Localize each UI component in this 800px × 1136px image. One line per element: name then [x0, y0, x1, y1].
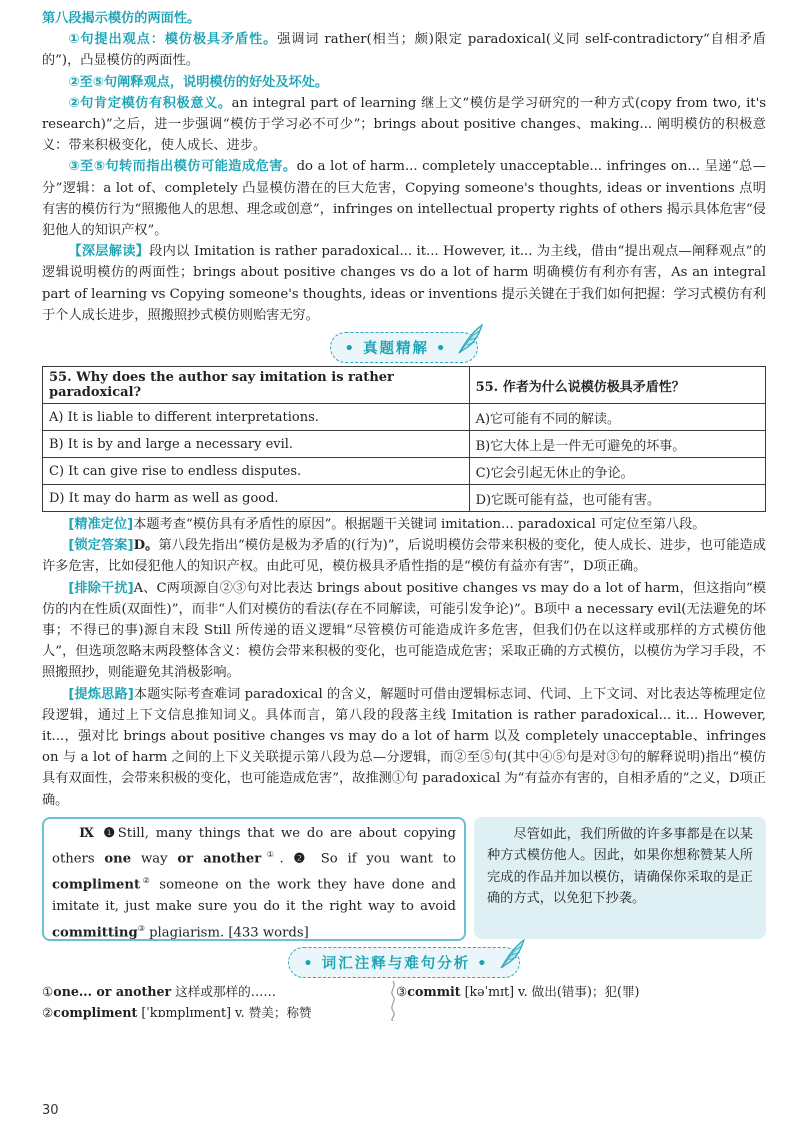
banner-real-question: [42, 332, 766, 362]
sentence-number: Ⅸ: [79, 825, 97, 841]
option-a-en: A) It is liable to different interpretations.: [43, 404, 470, 431]
option-row-c: [43, 458, 766, 485]
analysis-refine: [42, 684, 766, 811]
banner-vocab: [42, 947, 766, 977]
sentence-1-text-a: Still, many things that we do are about copying others: [52, 825, 456, 867]
analysis-locate-text: 本题考查“模仿具有矛盾性的原因”。根据题干关键词 imitation... paradoxical 可定位至第八段。: [133, 517, 706, 533]
vocab-item: [42, 1002, 312, 1023]
analysis-answer-label: [锁定答案]: [68, 538, 134, 554]
vocab-column-right: [396, 981, 639, 1002]
note-ref-2: ②: [140, 876, 153, 886]
sentence-2-text-c: plagiarism.: [144, 925, 225, 941]
sentence-2-marker: ❷: [293, 851, 311, 867]
vocab-word: compliment: [53, 1004, 138, 1020]
option-b-zh: B)它大体上是一件无可避免的坏事。: [469, 431, 765, 458]
vocab-num: ③: [396, 983, 408, 999]
para-3-text: an integral part of learning 继上文“模仿是学习研究的一种方式(copy from two, it's research)”之后，进一步强调“模仿于学习必不可少”；brings about positive changes、making... 阐明模仿的积极意义：带来积极变化，使人成长、进步。: [42, 95, 766, 154]
vocab-def: 这样或那样的……: [171, 983, 276, 999]
sentence-english-box: [42, 817, 466, 941]
vocab-word: one... or another: [53, 983, 172, 999]
option-b-en: B) It is by and large a necessary evil.: [43, 431, 470, 458]
para-3-label: ②句肯定模仿有积极意义。: [68, 95, 232, 111]
question-zh: 55. 作者为什么说模仿极具矛盾性？: [469, 367, 765, 404]
banner-vocab-label: • 词汇注释与难句分析 •: [303, 955, 489, 972]
vocab-notes: [42, 981, 766, 1027]
vocab-item: [396, 981, 639, 1002]
vocab-word: commit: [407, 983, 461, 999]
para-1: [42, 29, 766, 71]
banner-vocab-box: [288, 947, 519, 978]
word-count: [433 words]: [228, 925, 309, 941]
sentence-1-marker: ❶: [103, 825, 118, 841]
sentence-block: [42, 817, 766, 941]
option-c-zh: C)它会引起无休止的争论。: [469, 458, 765, 485]
para-3: [42, 93, 766, 157]
vocab-def: [kəˈmɪt] v. 做出(错事)；犯(罪): [460, 983, 640, 999]
analysis-answer-key: D。: [133, 538, 159, 554]
sentence-1-text-b: way: [131, 851, 178, 867]
sentence-1-end: .: [279, 851, 284, 867]
option-d-zh: D)它既可能有益，也可能有害。: [469, 485, 765, 512]
vocab-def: [ˈkɒmplɪment] v. 赞美；称赞: [137, 1004, 312, 1020]
sentence-2-text-a: So if you want to: [310, 851, 456, 867]
note-ref-3: ③: [137, 923, 145, 933]
deep-reading: [42, 241, 766, 326]
question-table: [42, 366, 766, 512]
option-row-d: [43, 485, 766, 512]
page-content: [42, 8, 766, 1027]
vocab-item: [42, 981, 312, 1002]
section-heading: 第八段揭示模仿的两面性。: [42, 11, 201, 26]
banner-real-question-box: [330, 332, 479, 363]
page-number: 30: [42, 1103, 59, 1118]
analysis-exclude-label: [排除干扰]: [68, 580, 134, 596]
option-row-a: [43, 404, 766, 431]
option-row-b: [43, 431, 766, 458]
quill-icon: [497, 938, 527, 970]
sentence-1-bold-another: or another: [177, 851, 262, 867]
para-1-text: 强调词 rather(相当；颇)限定 paradoxical(义同 self-contradictory“自相矛盾的”)，凸显模仿的两面性。: [42, 32, 766, 69]
banner-real-question-label: • 真题精解 •: [344, 341, 448, 358]
option-a-zh: A)它可能有不同的解读。: [469, 404, 765, 431]
analysis-answer-text: 第八段先指出“模仿是极为矛盾的(行为)”，后说明模仿会带来积极的变化，使人成长、进步，也可能造成许多危害，比如侵犯他人的知识产权。由此可见，模仿极具矛盾性指的是“模仿有益亦有害”，D项正确。: [42, 538, 766, 575]
question-en: 55. Why does the author say imitation is rather paradoxical?: [43, 367, 470, 404]
para-1-label: ①句提出观点：模仿极具矛盾性。: [68, 32, 278, 48]
sentence-1-bold-one: one: [104, 851, 132, 867]
para-4-label: ③至⑤句转而指出模仿可能造成危害。: [68, 159, 297, 175]
question-row: [43, 367, 766, 404]
quill-icon: [455, 323, 485, 355]
sentence-2-bold-committing: committing: [52, 925, 138, 941]
analysis-exclude-text: A、C两项源自②③句对比表达 brings about positive changes vs may do a lot of harm，但这指向“模仿的内在性质(双面性)”，而非“人们对模仿的看法(存在不同解读，可能引发争论)”。B项中 a necessary evil(无法避免的坏事；不得已的事)源自末段 Still 所传递的语义逻辑“尽管模仿可能造成许多危害，但我们仍在以这样或那样的方式模仿他人”，但选项忽略末两段整体含义：模仿会带来积极的变化，也可能造成危害；采取正确的方式模仿，以模仿为学习手段，不照搬照抄，则能避免其消极影响。: [42, 580, 766, 681]
para-4-text: do a lot of harm... completely unacceptable... infringes on... 呈递“总—分”逻辑：a lot of、completely 凸显模仿潜在的巨大危害，Copying someone's thoughts, ideas or inventions 点明有害的模仿行为“照搬他人的思想、理念或创意”，infringes on intellectual property rights of others 揭示具体危害“侵犯他人的知识产权”。: [42, 159, 766, 239]
sentence-chinese-box: 尽管如此，我们所做的许多事都是在以某种方式模仿他人。因此，如果你想称赞某人所完成的作品并加以模仿，请确保你采取的是正确的方式，以免犯下抄袭。: [474, 817, 766, 939]
vocab-num: ②: [42, 1004, 54, 1020]
note-ref-1: ①: [261, 850, 280, 860]
option-c-en: C) It can give rise to endless disputes.: [43, 458, 470, 485]
analysis-refine-text: 本题实际考查难词 paradoxical 的含义，解题时可借由逻辑标志词、代词、上下文词、对比表达等梳理定位段逻辑，通过上下文信息推知词义。具体而言，第八段的段落主线 Imitation is rather paradoxical... it... However, it...，强对比 brings about positive changes vs may do a lot of harm 以及 completely unacceptable、infringes on 与 a lot of harm 之间的上下义关联提示第八段为总—分逻辑，而②至⑤句(其中④⑤句是对③句的解释说明)指出“模仿具有双面性，会带来积极的变化，也可能造成危害”，故推测①句 paradoxical 为“有益亦有害的，自相矛盾的”之义，D项正确。: [42, 686, 766, 808]
analysis-exclude: [42, 578, 766, 684]
sentence-2-bold-compliment: compliment: [52, 877, 141, 893]
para-2-label: ②至⑤句阐释观点，说明模仿的好处及坏处。: [68, 74, 329, 90]
option-d-en: D) It may do harm as well as good.: [43, 485, 470, 512]
para-2: [42, 72, 766, 93]
sentence-2-text-b: someone on the work they have done and imitate it, just make sure you do it the right way to avoid: [52, 877, 456, 915]
analysis-refine-label: [提炼思路]: [68, 686, 134, 702]
analysis-locate: [42, 514, 766, 535]
vocab-column-left: [42, 981, 312, 1023]
deep-reading-label: 【深层解读】: [68, 244, 150, 260]
vocab-num: ①: [42, 983, 54, 999]
para-4: [42, 156, 766, 241]
deep-reading-text: 段内以 Imitation is rather paradoxical... it... However, it... 为主线，借由“提出观点—阐释观点”的逻辑说明模仿的两面性；brings about positive changes vs do a lot of harm 明确模仿有利亦有害，As an integral part of learning vs Copying someone's thoughts, ideas or inventions 提示关键在于我们如何把握：学习式模仿有利于个人成长进步，照搬照抄式模仿则贻害无穷。: [42, 244, 767, 323]
analysis-answer: [42, 535, 766, 577]
analysis-locate-label: [精准定位]: [68, 517, 134, 533]
